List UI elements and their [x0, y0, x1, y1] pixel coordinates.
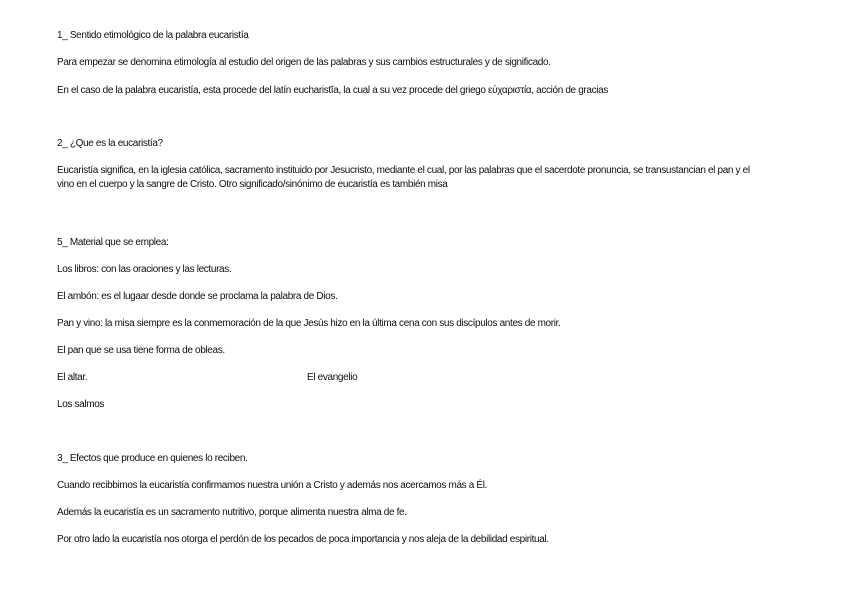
- list-item: Los libros: con las oraciones y las lecturas.: [57, 264, 232, 275]
- list-item-altar: El altar.: [57, 372, 88, 383]
- section-3-paragraph-3: Por otro lado la eucaristía nos otorga el perdón de los pecados de poca importancia y nos aleja de la debilidad espiritual.: [57, 534, 549, 545]
- section-5-heading: 5_ Material que se emplea:: [57, 237, 169, 248]
- section-3-heading: 3_ Efectos que produce en quienes lo reciben.: [57, 453, 248, 464]
- list-item-evangelio: El evangelio: [307, 372, 358, 383]
- section-2-paragraph-1: Eucaristía significa, en la iglesia católica, sacramento instituido por Jesucristo, mediante el cual, por las palabras que el sacerdote pronuncia, se transustancian el pan y el vino en el cuerpo y la sangre de Cristo. Otro significado/sinónimo de eucaristía es también misa: [57, 165, 750, 190]
- list-item: El pan que se usa tiene forma de obleas.: [57, 345, 225, 356]
- section-1-paragraph-1: Para empezar se denomina etimología al estudio del origen de las palabras y sus cambios estructurales y de significado.: [57, 57, 551, 68]
- section-3-paragraph-2: Además la eucaristía es un sacramento nutritivo, porque alimenta nuestra alma de fe.: [57, 507, 407, 518]
- list-item: El ambón: es el lugaar desde donde se proclama la palabra de Dios.: [57, 291, 338, 302]
- section-1-paragraph-2: En el caso de la palabra eucaristía, esta procede del latín eucharistĭa, la cual a su vez procede del griego εὐχαριστία, acción de gracias: [57, 85, 608, 96]
- section-3-paragraph-1: Cuando recibbimos la eucaristía confirmamos nuestra unión a Cristo y además nos acercamos más a Él.: [57, 480, 488, 491]
- list-item: Pan y vino: la misa siempre es la conmemoración de la que Jesús hizo en la última cena con sus discípulos antes de morir.: [57, 318, 561, 329]
- section-1-heading: 1_ Sentido etimológico de la palabra eucaristía: [57, 30, 249, 41]
- section-2-heading: 2_ ¿Que es la eucaristía?: [57, 138, 163, 149]
- list-item-salmos: Los salmos: [57, 399, 105, 410]
